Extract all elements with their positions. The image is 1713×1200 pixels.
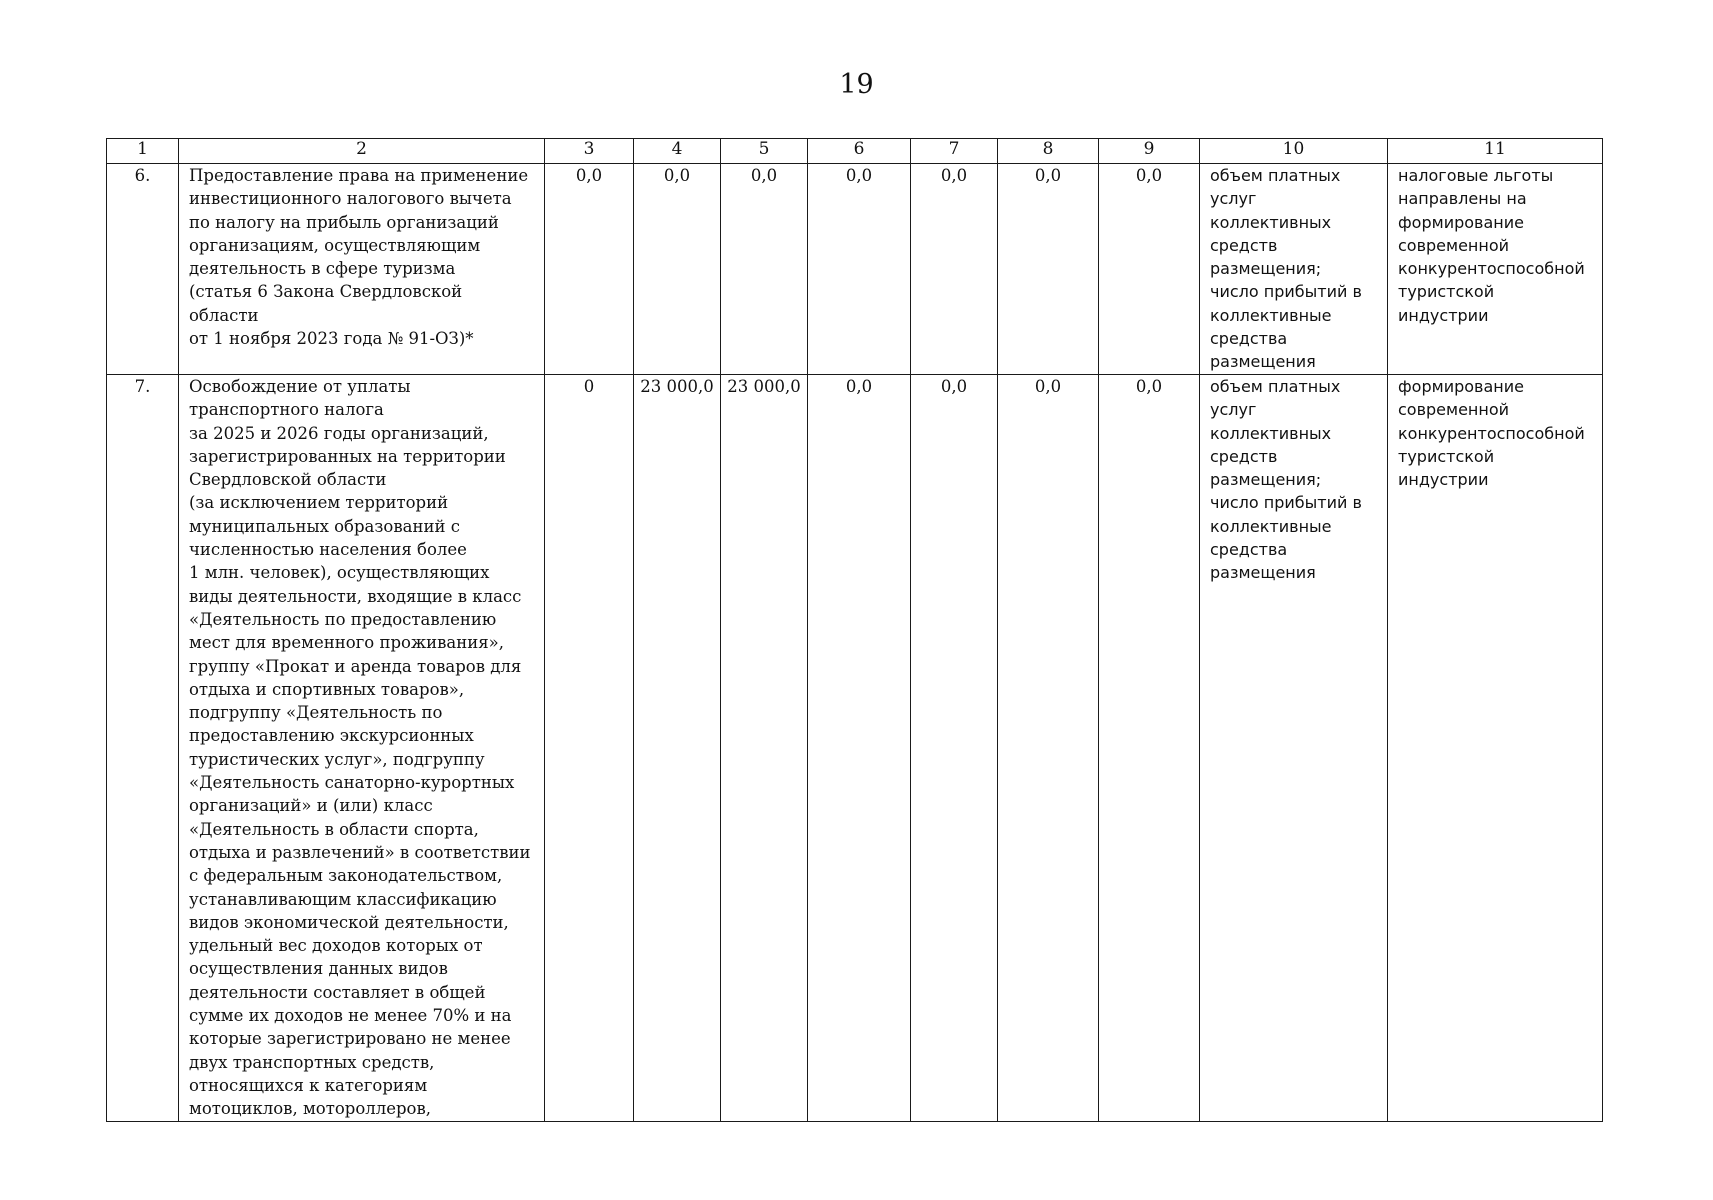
value-col-5: 23 000,0 [721,375,808,1122]
benefits-table [106,138,1603,1122]
header-cell-7: 7 [911,139,998,164]
value-col-7: 0,0 [911,164,998,375]
value-col-4: 23 000,0 [634,375,721,1122]
header-cell-2: 2 [179,139,545,164]
value-col-4: 0,0 [634,164,721,375]
header-cell-8: 8 [998,139,1099,164]
table-row [107,375,1603,1122]
benefit-description: Освобождение от уплаты транспортного налога за 2025 и 2026 годы организаций, зарегистрированных на территории Свердловской области (за исключением территорий муниципальных образований с численностью населения более 1 млн. человек), осуществляющих виды деятельности, входящие в класс «Деятельность по предоставлению мест для временного проживания», группу «Прокат и аренда товаров для отдыха и спортивных товаров», подгруппу «Деятельность по предоставлению экскурсионных туристических услуг», подгруппу «Деятельность санаторно-курортных организаций» и (или) класс «Деятельность в области спорта, отдыха и развлечений» в соответствии с федеральным законодательством, устанавливающим классификацию видов экономической деятельности, удельный вес доходов которых от осуществления данных видов деятельности составляет в общей сумме их доходов не менее 70% и на которые зарегистрировано не менее двух транспортных средств, относящихся к категориям мотоциклов, мотороллеров, [179,375,545,1122]
indicator-description: объем платных услуг коллективных средств размещения; число прибытий в коллективные средства размещения [1200,375,1388,1122]
value-col-9: 0,0 [1099,164,1200,375]
goal-description: налоговые льготы направлены на формирование современной конкурентоспособной туристской индустрии [1388,164,1603,375]
value-col-9: 0,0 [1099,375,1200,1122]
header-cell-1: 1 [107,139,179,164]
header-cell-5: 5 [721,139,808,164]
value-col-8: 0,0 [998,164,1099,375]
value-col-5: 0,0 [721,164,808,375]
value-col-6: 0,0 [808,375,911,1122]
row-number: 7. [107,375,179,1122]
page-number: 19 [839,69,874,100]
header-cell-9: 9 [1099,139,1200,164]
header-cell-10: 10 [1200,139,1388,164]
row-number: 6. [107,164,179,375]
benefit-description: Предоставление права на применение инвестиционного налогового вычета по налогу на прибыль организаций организациям, осуществляющим деятельность в сфере туризма (статья 6 Закона Свердловской области от 1 ноября 2023 года № 91-ОЗ)* [179,164,545,375]
indicator-description: объем платных услуг коллективных средств размещения; число прибытий в коллективные средства размещения [1200,164,1388,375]
header-cell-3: 3 [545,139,634,164]
header-cell-11: 11 [1388,139,1603,164]
value-col-6: 0,0 [808,164,911,375]
value-col-7: 0,0 [911,375,998,1122]
goal-description: формирование современной конкурентоспособной туристской индустрии [1388,375,1603,1122]
header-cell-6: 6 [808,139,911,164]
value-col-3: 0 [545,375,634,1122]
table-header-row [107,139,1603,164]
value-col-8: 0,0 [998,375,1099,1122]
value-col-3: 0,0 [545,164,634,375]
header-cell-4: 4 [634,139,721,164]
table-row [107,164,1603,375]
